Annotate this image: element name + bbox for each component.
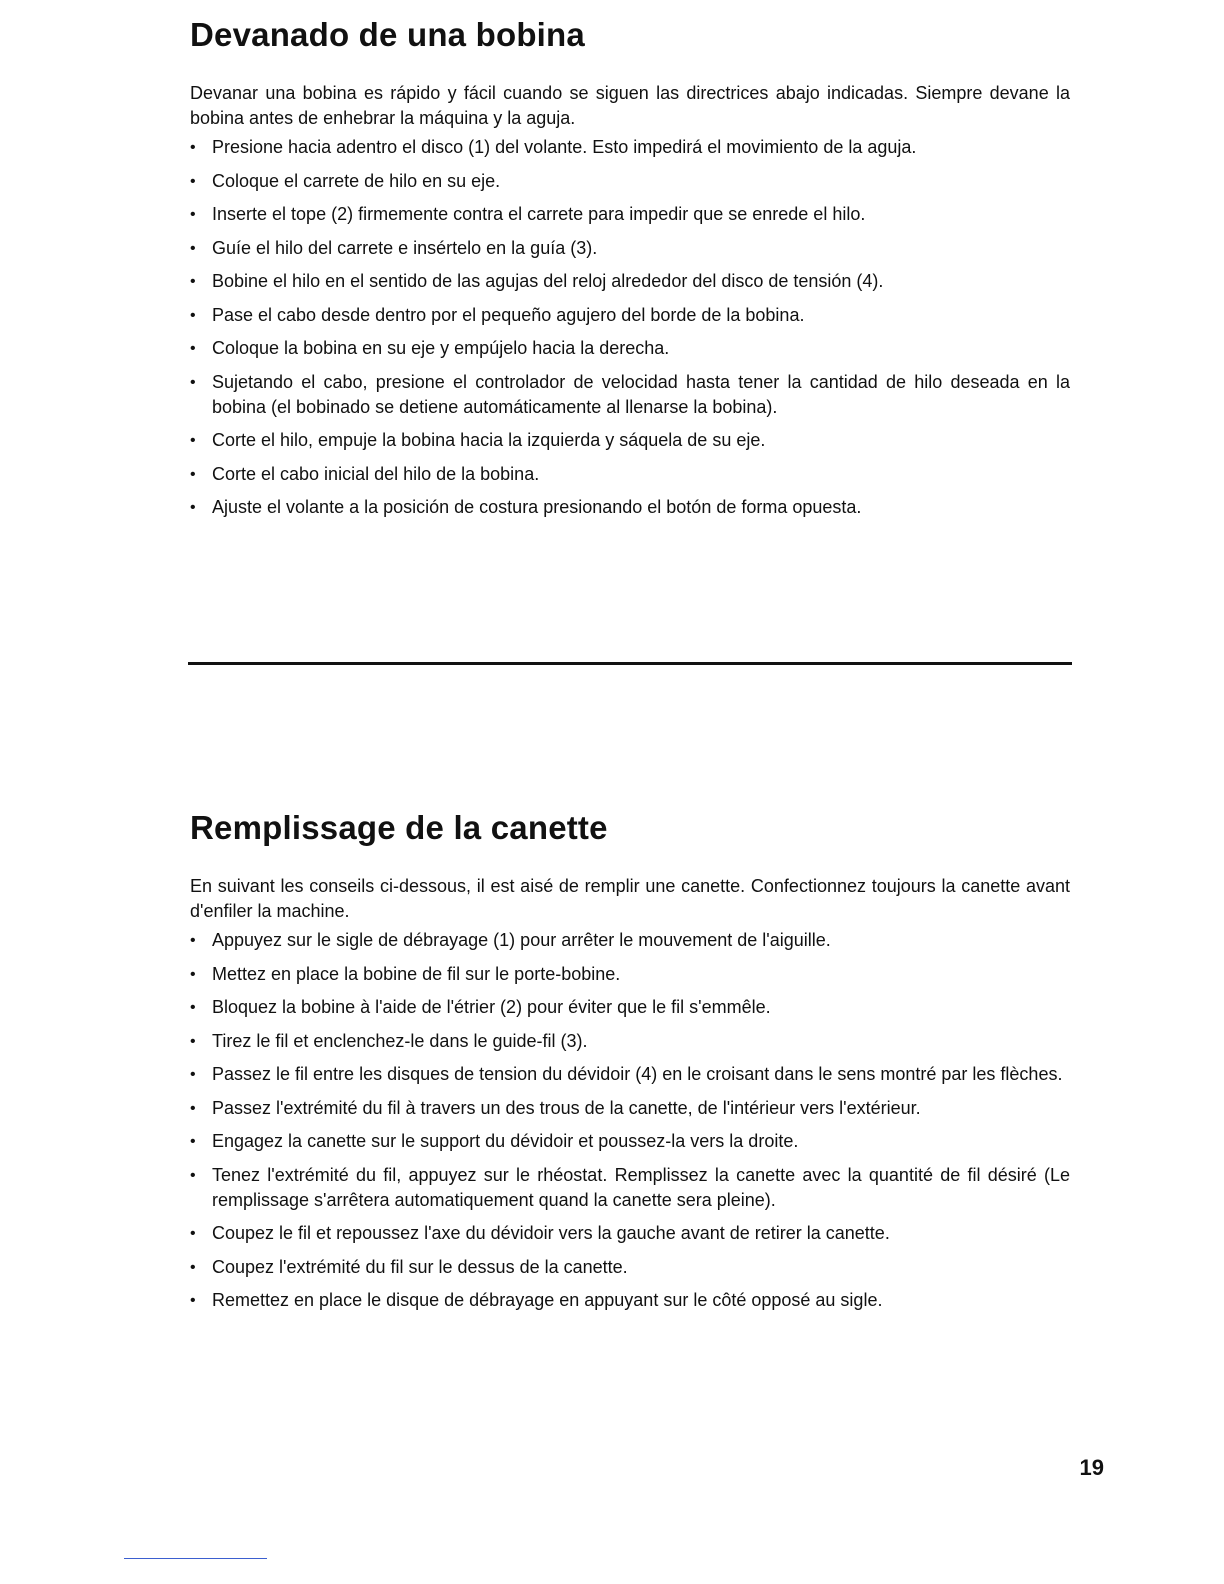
bullet-icon: • — [190, 499, 196, 516]
bullet-icon: • — [190, 1292, 196, 1309]
bullet-icon: • — [190, 1066, 196, 1083]
steps-list-french — [190, 928, 1070, 1313]
page-number: 19 — [1079, 1455, 1104, 1480]
list-item: • Bloquez la bobine à l'aide de l'étrier (2) pour éviter que le fil s'emmêle. — [190, 995, 1070, 1020]
bullet-icon: • — [190, 1099, 196, 1117]
bullet-icon: • — [190, 999, 196, 1016]
steps-list-spanish — [190, 135, 1070, 520]
bullet-icon: • — [190, 932, 196, 949]
list-item: • Coupez l'extrémité du fil sur le dessus de la canette. — [190, 1255, 1070, 1280]
bullet-icon: • — [190, 432, 196, 449]
list-item: • Remettez en place le disque de débrayage en appuyant sur le côté opposé au sigle. — [190, 1288, 1070, 1313]
page-title-french: Remplissage de la canette — [190, 809, 608, 846]
list-item: • Coloque el carrete de hilo en su eje. — [190, 169, 1070, 194]
bullet-icon: • — [190, 172, 196, 190]
list-item: • Tirez le fil et enclenchez-le dans le guide-fil (3). — [190, 1029, 1070, 1054]
bullet-icon: • — [190, 1032, 196, 1050]
list-item: • Corte el cabo inicial del hilo de la bobina. — [190, 462, 1070, 487]
list-item: • Appuyez sur le sigle de débrayage (1) pour arrêter le mouvement de l'aiguille. — [190, 928, 1070, 953]
bullet-icon: • — [190, 465, 196, 483]
list-item: • Passez l'extrémité du fil à travers un des trous de la canette, de l'intérieur vers l'extérieur. — [190, 1096, 1070, 1121]
bullet-icon: • — [190, 206, 196, 223]
list-item: • Passez le fil entre les disques de tension du dévidoir (4) en le croisant dans le sens montré par les flèches. — [190, 1062, 1070, 1087]
list-item: • Corte el hilo, empuje la bobina hacia la izquierda y sáquela de su eje. — [190, 428, 1070, 453]
list-item: • Bobine el hilo en el sentido de las agujas del reloj alrededor del disco de tensión (4). — [190, 269, 1070, 294]
bullet-icon: • — [190, 1133, 196, 1150]
page-title-spanish: Devanado de una bobina — [190, 16, 585, 53]
bullet-icon: • — [190, 373, 196, 391]
intro-paragraph-spanish: Devanar una bobina es rápido y fácil cuando se siguen las directrices abajo indicadas. Siempre devane la bobina antes de enhebrar la máquina y la aguja. — [190, 83, 1070, 128]
list-item: • Ajuste el volante a la posición de costura presionando el botón de forma opuesta. — [190, 495, 1070, 520]
section-divider — [188, 662, 1072, 665]
bullet-icon: • — [190, 1225, 196, 1242]
section-spanish — [190, 16, 1070, 529]
section-french — [190, 809, 1070, 1322]
bullet-icon: • — [190, 273, 196, 290]
bullet-icon: • — [190, 340, 196, 357]
footer-rule — [124, 1558, 267, 1559]
bullet-icon: • — [190, 306, 196, 324]
list-item: • Presione hacia adentro el disco (1) del volante. Esto impedirá el movimiento de la aguja. — [190, 135, 1070, 160]
list-item: • Guíe el hilo del carrete e insértelo en la guía (3). — [190, 236, 1070, 261]
list-item: • Pase el cabo desde dentro por el pequeño agujero del borde de la bobina. — [190, 303, 1070, 328]
bullet-icon: • — [190, 139, 196, 156]
intro-paragraph-french: En suivant les conseils ci-dessous, il est aisé de remplir une canette. Confectionnez toujours la canette avant d'enfiler la machine. — [190, 876, 1070, 921]
list-item: • Engagez la canette sur le support du dévidoir et poussez-la vers la droite. — [190, 1129, 1070, 1154]
bullet-icon: • — [190, 965, 196, 983]
list-item: • Coupez le fil et repoussez l'axe du dévidoir vers la gauche avant de retirer la canette. — [190, 1221, 1070, 1246]
list-item: • Mettez en place la bobine de fil sur le porte-bobine. — [190, 962, 1070, 987]
bullet-icon: • — [190, 1166, 196, 1184]
list-item: • Inserte el tope (2) firmemente contra el carrete para impedir que se enrede el hilo. — [190, 202, 1070, 227]
list-item: • Tenez l'extrémité du fil, appuyez sur le rhéostat. Remplissez la canette avec la quantité de fil désiré (Le remplissage s'arrêtera automatiquement quand la canette sera pleine). — [190, 1164, 1070, 1210]
bullet-icon: • — [190, 1258, 196, 1276]
list-item: • Sujetando el cabo, presione el controlador de velocidad hasta tener la cantidad de hilo deseada en la bobina (el bobinado se detiene automáticamente al llenarse la bobina). — [190, 371, 1070, 417]
bullet-icon: • — [190, 239, 196, 257]
list-item: • Coloque la bobina en su eje y empújelo hacia la derecha. — [190, 336, 1070, 361]
